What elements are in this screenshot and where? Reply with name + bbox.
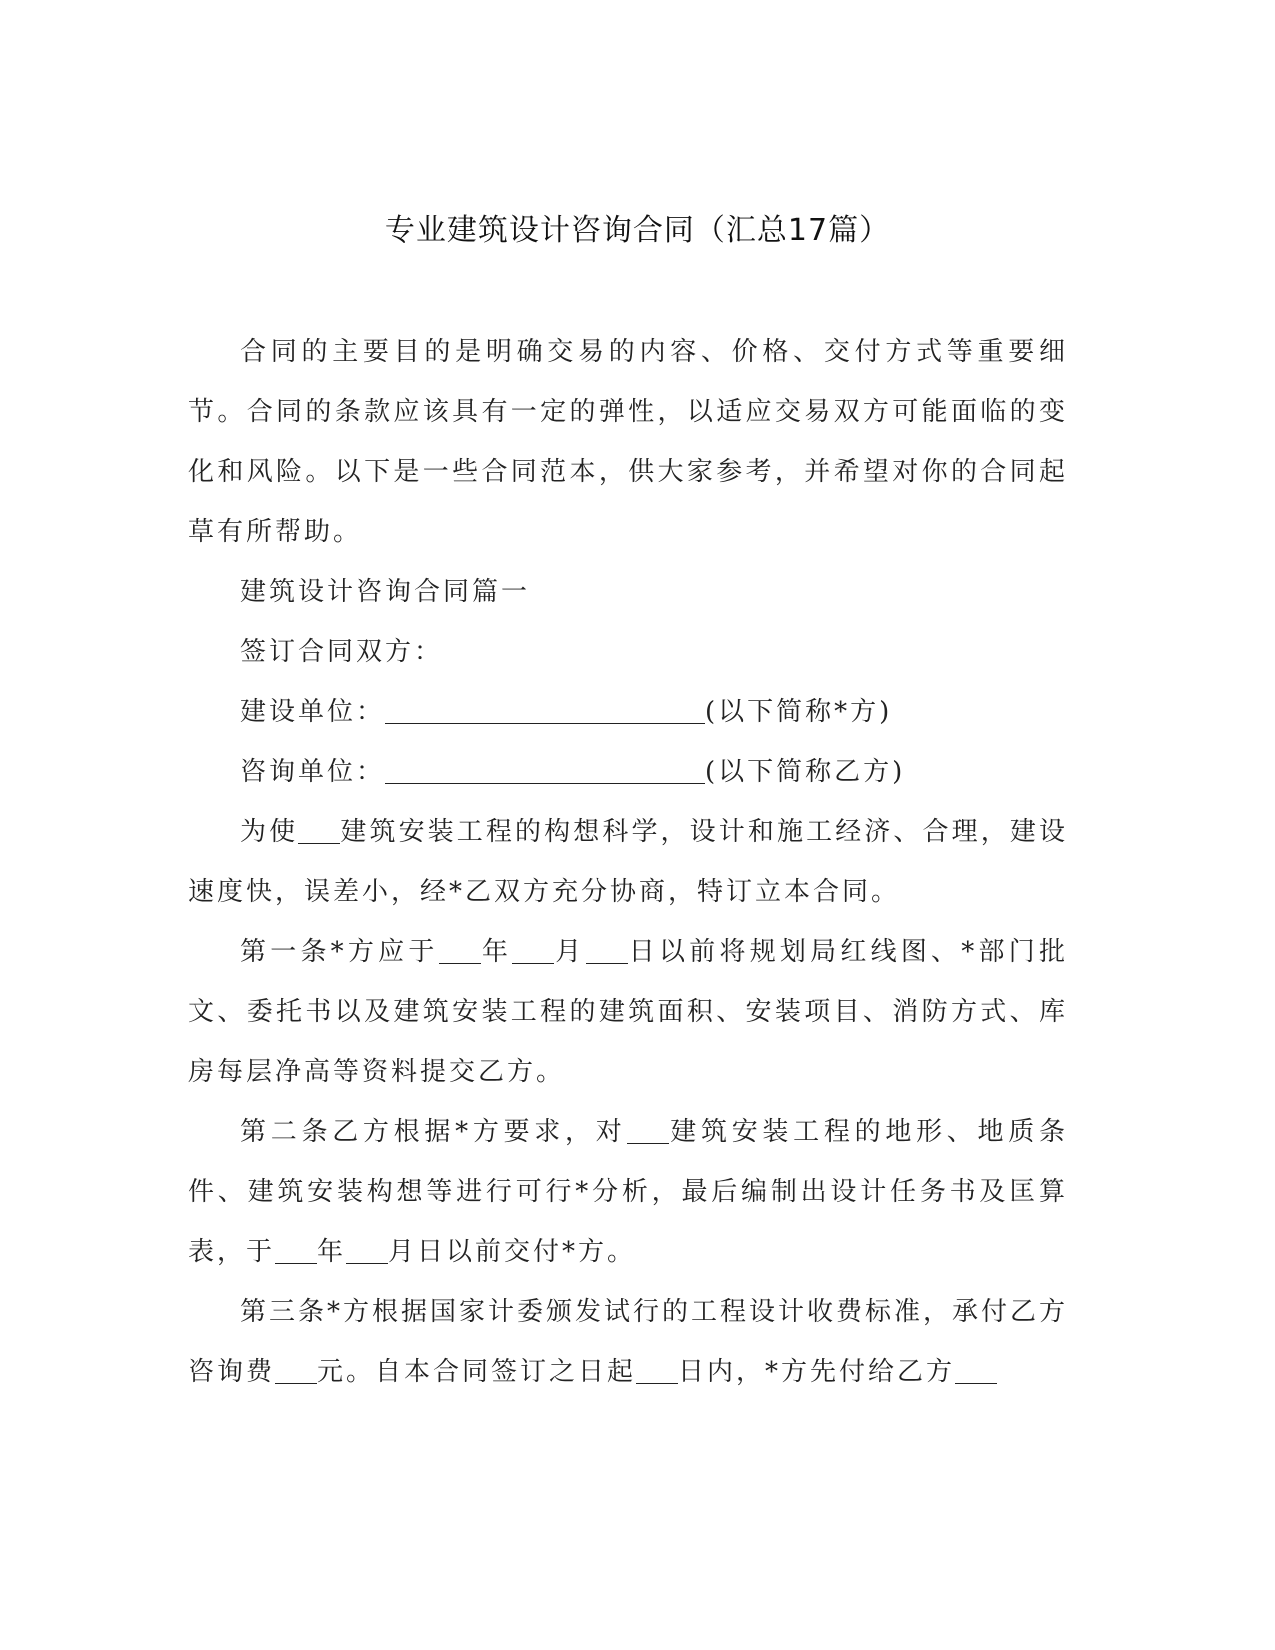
article-2-text-4: 月日以前交付*方。 xyxy=(388,1237,637,1267)
purpose-text-2: 建筑安装工程的构想科学，设计和施工经济、合理，建设速度快，误差小，经*乙双方充分协商，特订立本合同。 xyxy=(188,817,1068,907)
article-1-month-blank xyxy=(512,933,554,964)
party-a-line xyxy=(188,682,1068,742)
party-b-suffix: (以下简称乙方) xyxy=(705,757,906,787)
article-3-days-blank xyxy=(636,1353,678,1384)
article-2-text-2: 建筑安装工程的地形、地质条件、建筑安装构想等进行可行*分析，最后编制出设计任务书及匡算表，于 xyxy=(188,1117,1068,1267)
article-1-text-3: 月 xyxy=(554,937,586,967)
article-1-text-2: 年 xyxy=(480,937,513,967)
article-1-year-blank xyxy=(439,933,481,964)
article-2-paragraph xyxy=(188,1102,1068,1282)
document-body xyxy=(188,322,1068,1402)
party-a-label: 建设单位： xyxy=(240,697,386,727)
article-1-text-4: 日以前将规划局红线图、*部门批文、委托书以及建筑安装工程的建筑面积、安装项目、消防方式、库房每层净高等资料提交乙方。 xyxy=(188,937,1068,1087)
party-b-blank xyxy=(385,753,705,784)
party-a-suffix: (以下简称*方) xyxy=(705,697,893,727)
article-3-text-2: 元。自本合同签订之日起 xyxy=(317,1357,637,1387)
article-1-day-blank xyxy=(586,933,628,964)
purpose-text-1: 为使 xyxy=(240,817,299,847)
party-b-label: 咨询单位： xyxy=(240,757,386,787)
article-3-text-1: 第三条*方根据国家计委颁发试行的工程设计收费标准，承付乙方咨询费 xyxy=(188,1297,1069,1387)
party-a-blank xyxy=(385,693,705,724)
article-1-paragraph xyxy=(188,922,1068,1102)
purpose-blank xyxy=(298,813,340,844)
parties-label: 签订合同双方： xyxy=(240,637,444,667)
article-1-text-1: 第一条*方应于 xyxy=(240,937,439,967)
section-heading: 建筑设计咨询合同篇一 xyxy=(240,577,531,607)
article-3-text-3: 日内，*方先付给乙方 xyxy=(678,1357,956,1387)
article-2-text-1: 第二条乙方根据*方要求，对 xyxy=(240,1117,627,1147)
article-2-month-blank xyxy=(346,1233,388,1264)
party-b-line xyxy=(188,742,1068,802)
article-2-project-blank xyxy=(627,1113,669,1144)
article-2-year-blank xyxy=(275,1233,317,1264)
article-3-paragraph xyxy=(188,1282,1068,1402)
article-3-fee-blank xyxy=(275,1353,317,1384)
intro-paragraph: 合同的主要目的是明确交易的内容、价格、交付方式等重要细节。合同的条款应该具有一定的弹性，以适应交易双方可能面临的变化和风险。以下是一些合同范本，供大家参考，并希望对你的合同起草有所帮助。 xyxy=(188,337,1068,547)
document-title: 专业建筑设计咨询合同（汇总17篇） xyxy=(384,213,891,248)
purpose-paragraph xyxy=(188,802,1068,922)
article-2-text-3: 年 xyxy=(317,1237,347,1267)
article-3-amount-blank xyxy=(955,1353,997,1384)
